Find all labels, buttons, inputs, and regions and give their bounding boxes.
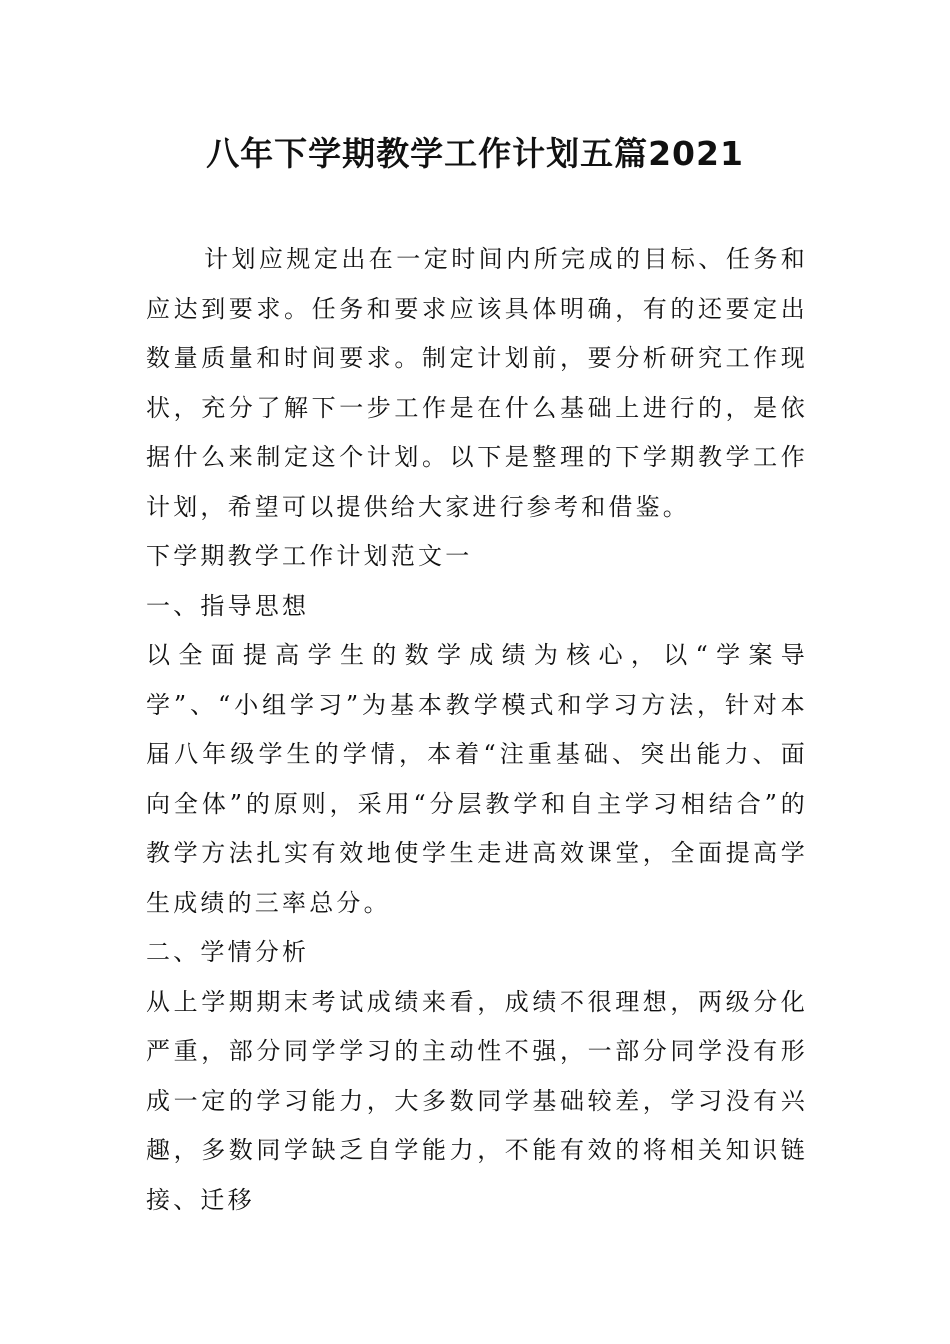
section-heading-guiding-ideology: 一、指导思想 bbox=[146, 591, 310, 620]
intro-paragraph: 计划应规定出在一定时间内所完成的目标、任务和应达到要求。任务和要求应该具体明确，有的还要定出数量质量和时间要求。制定计划前，要分析研究工作现状，充分了解下一步工作是在什么基础上进行的，是依据什么来制定这个计划。以下是整理的下学期教学工作计划，希望可以提供给大家进行参考和借鉴。 bbox=[146, 245, 808, 521]
learning-analysis-paragraph: 从上学期期末考试成绩来看，成绩不很理想，两级分化严重，部分同学学习的主动性不强，一部分同学没有形成一定的学习能力，大多数同学基础较差，学习没有兴趣，多数同学缺乏自学能力，不能有效的将相关知识链接、迁移 bbox=[146, 987, 808, 1214]
document-title: 八年下学期教学工作计划五篇2021 bbox=[206, 134, 744, 173]
section-heading-learning-analysis: 二、学情分析 bbox=[146, 938, 310, 966]
section-heading-sample-one: 下学期教学工作计划范文一 bbox=[146, 542, 473, 570]
document-body bbox=[146, 235, 808, 1225]
guiding-ideology-paragraph: 以全面提高学生的数学成绩为核心，以“学案导学”、“小组学习”为基本教学模式和学习方法，针对本届八年级学生的学情，本着“注重基础、突出能力、面向全体”的原则，采用“分层教学和自主学习相结合”的教学方法扎实有效地使学生走进高效课堂，全面提高学生成绩的三率总分。 bbox=[146, 641, 808, 917]
